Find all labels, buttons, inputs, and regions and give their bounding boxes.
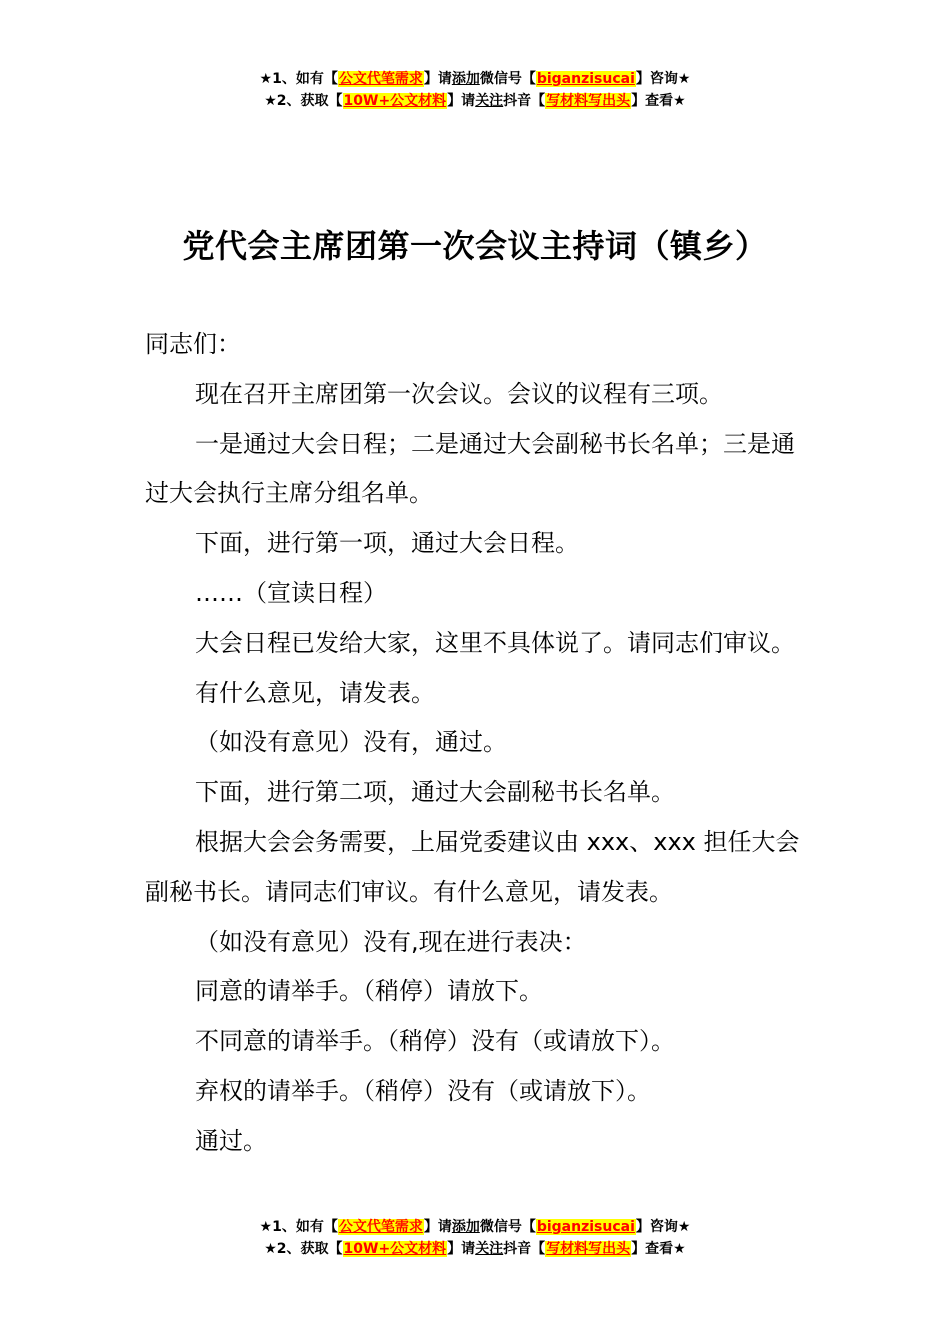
document-body: [145, 320, 810, 1167]
document-title: 党代会主席团第一次会议主持词（镇乡）: [182, 227, 768, 265]
footer-wechat-id: biganzisucai: [536, 1219, 635, 1235]
footer-highlight-service: 公文代笔需求: [338, 1219, 423, 1235]
paragraph: 弃权的请举手。（稍停）没有（或请放下）。: [195, 1076, 651, 1105]
paragraph: 有什么意见，请发表。: [195, 678, 435, 707]
paragraph-greeting: 同志们：: [145, 330, 241, 358]
paragraph: 根据大会会务需要，上届党委建议由 xxx、xxx 担任大会副秘书长。请同志们审议。有什么意见，请发表。: [145, 827, 800, 906]
header-douyin-account: 写材料写出头: [546, 93, 631, 109]
footer-banner: [0, 1216, 950, 1260]
header-highlight-service: 公文代笔需求: [338, 71, 423, 87]
paragraph: 不同意的请举手。（稍停）没有（或请放下）。: [195, 1027, 675, 1056]
paragraph: （如没有意见）没有，通过。: [195, 728, 507, 757]
footer-line-1: ★1、如有【公文代笔需求】请添加微信号【biganzisucai】咨询★: [259, 1219, 691, 1235]
header-line-1: ★1、如有【公文代笔需求】请添加微信号【biganzisucai】咨询★: [259, 71, 691, 87]
paragraph: 通过。: [195, 1126, 267, 1155]
footer-douyin-account: 写材料写出头: [546, 1241, 631, 1257]
header-highlight-materials: 10W+公文材料: [343, 93, 447, 109]
paragraph: （如没有意见）没有,现在进行表决：: [195, 927, 587, 956]
paragraph: ……（宣读日程）: [195, 578, 387, 607]
paragraph: 一是通过大会日程；二是通过大会副秘书长名单；三是通过大会执行主席分组名单。: [145, 429, 795, 508]
paragraph: 下面，进行第一项，通过大会日程。: [195, 529, 579, 558]
paragraph: 大会日程已发给大家，这里不具体说了。请同志们审议。: [195, 628, 795, 657]
header-wechat-id: biganzisucai: [536, 71, 635, 87]
footer-line-2: ★2、获取【10W+公文材料】请关注抖音【写材料写出头】查看★: [264, 1241, 686, 1257]
paragraph: 下面，进行第二项，通过大会副秘书长名单。: [195, 778, 675, 807]
footer-highlight-materials: 10W+公文材料: [343, 1241, 447, 1257]
header-line-2: ★2、获取【10W+公文材料】请关注抖音【写材料写出头】查看★: [264, 93, 686, 109]
paragraph: 现在召开主席团第一次会议。会议的议程有三项。: [195, 379, 723, 408]
paragraph: 同意的请举手。（稍停）请放下。: [195, 977, 543, 1006]
header-banner: [0, 68, 950, 112]
